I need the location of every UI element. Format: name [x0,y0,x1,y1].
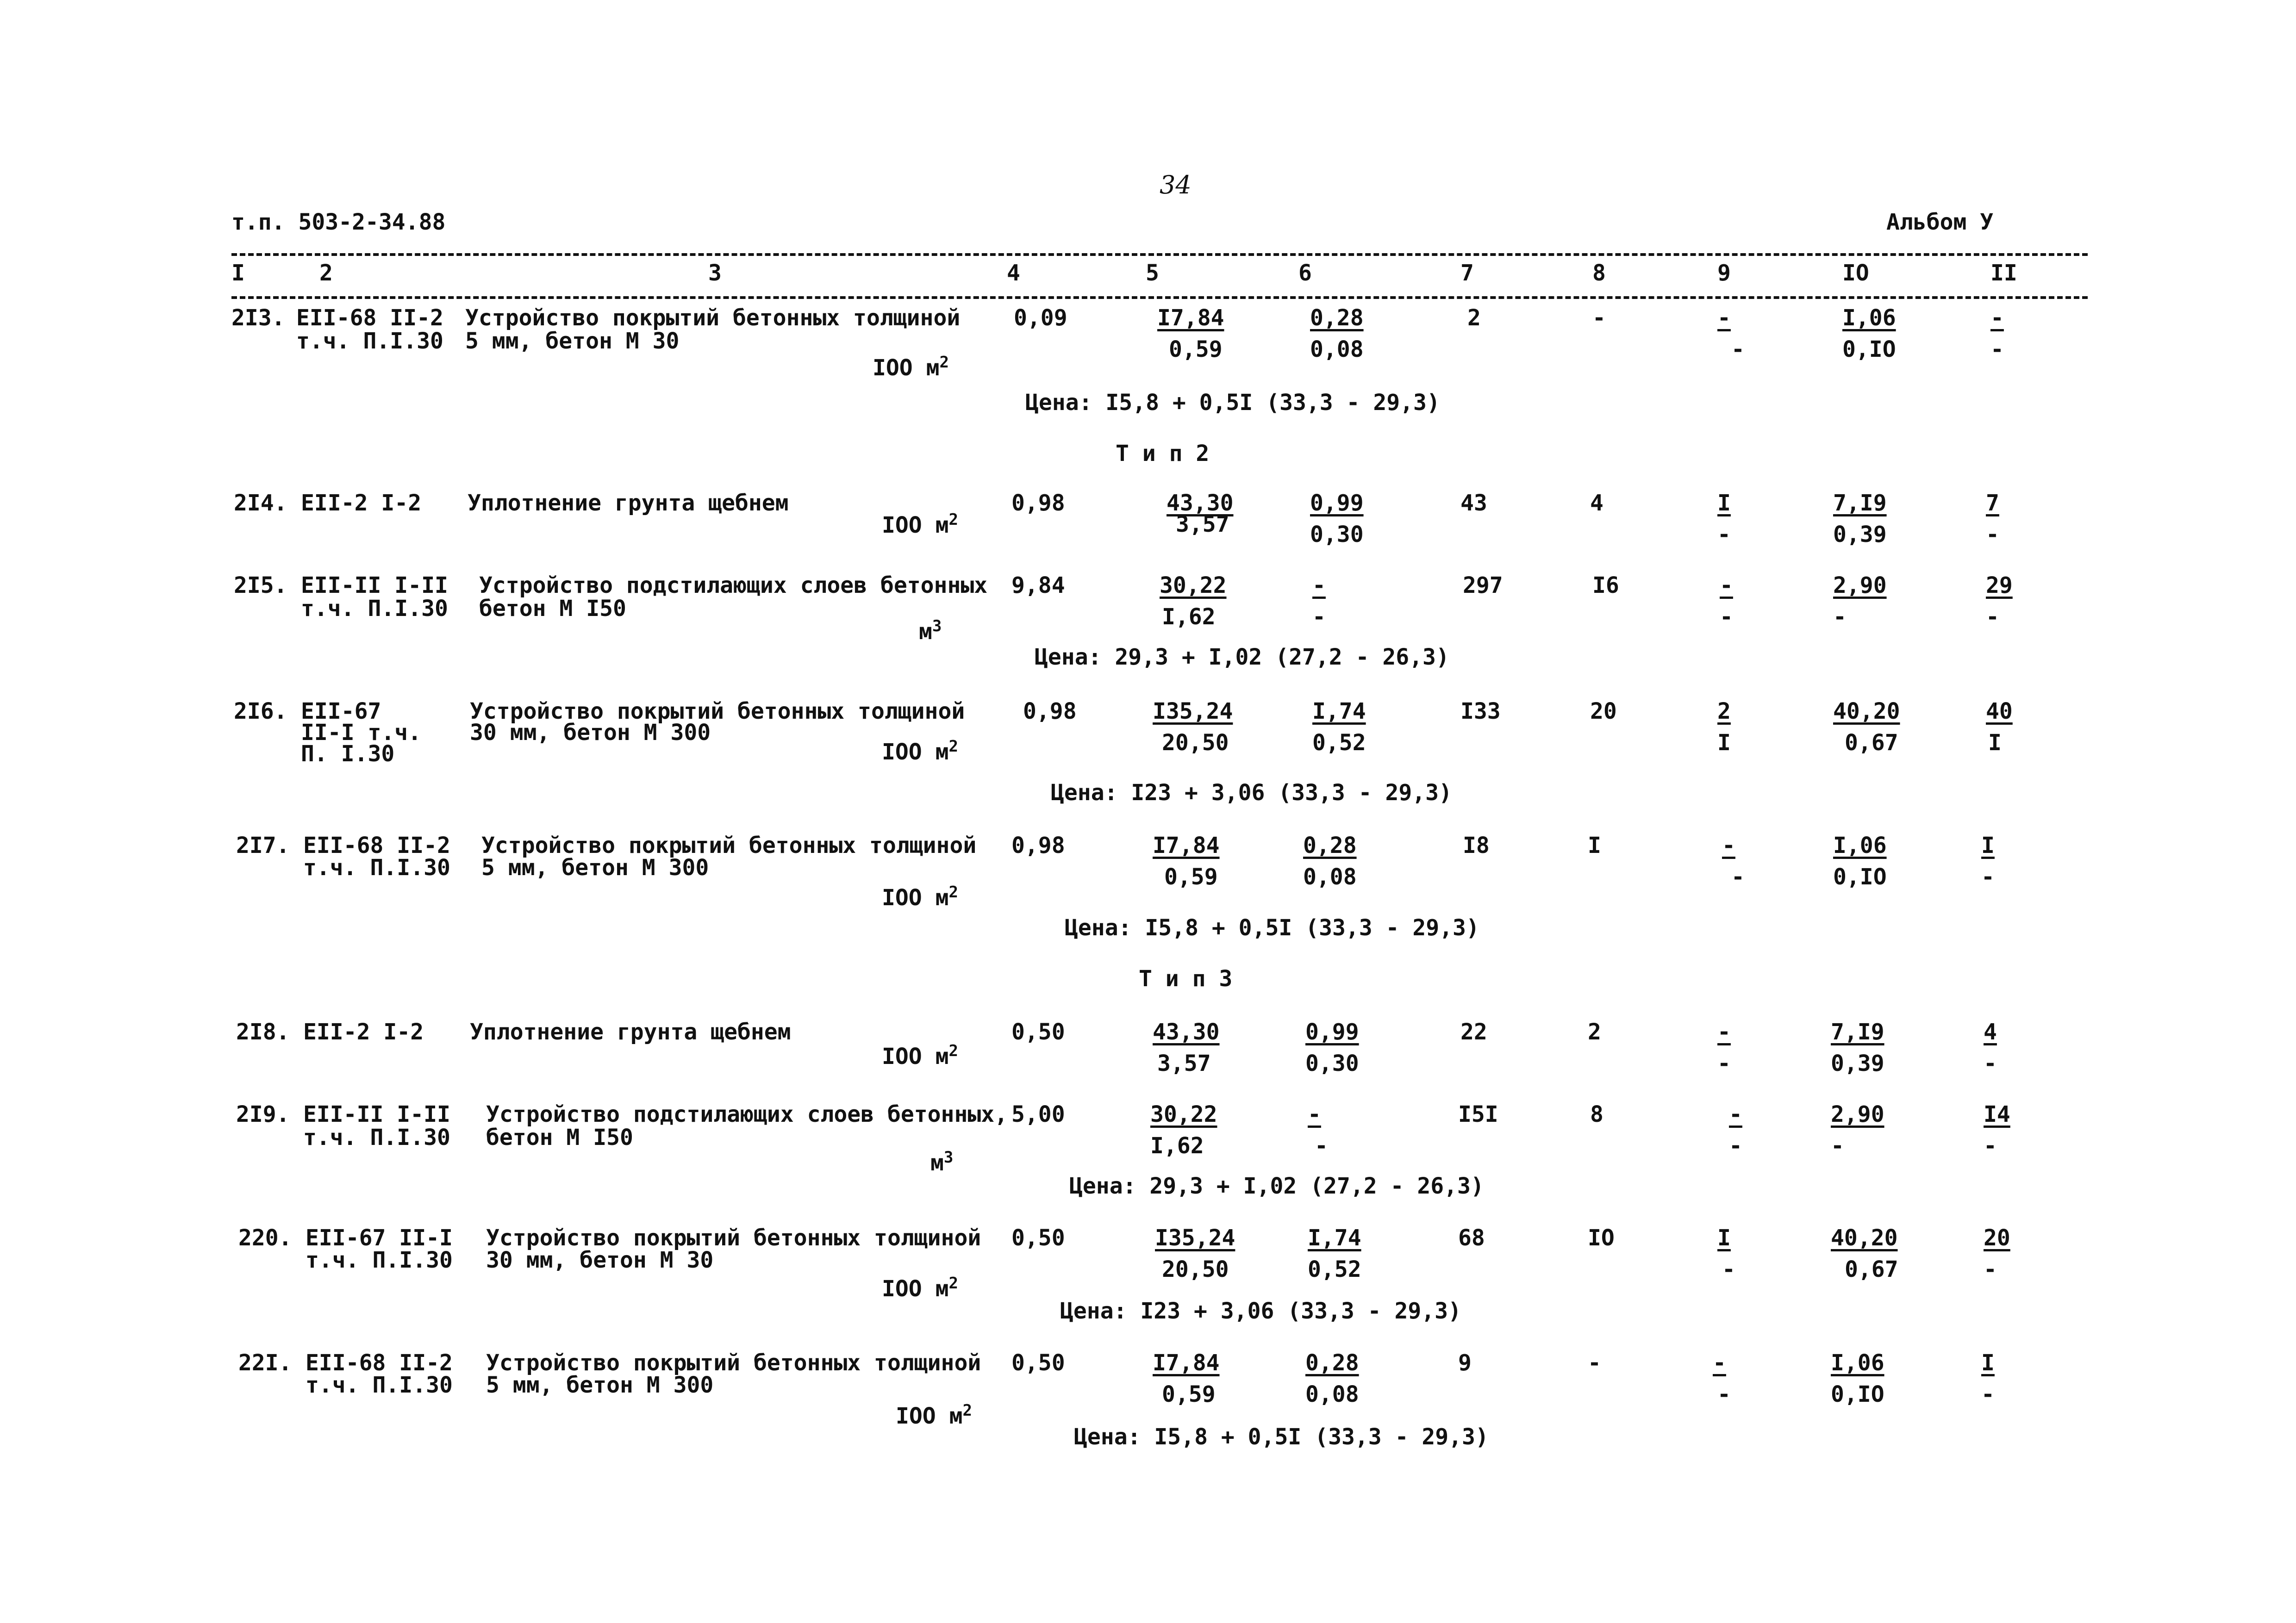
row-number: 2I8. [236,1019,290,1045]
column-header: 8 [1592,260,1606,286]
cost-value: 7,I9 [1831,1019,1884,1045]
cost-value: - [1315,1133,1328,1159]
cost-value: - [1984,1256,1997,1282]
cost-value: 0,39 [1833,522,1887,547]
cost-value: I33 [1460,698,1501,724]
work-description: Уплотнение грунта щебнем [470,1019,791,1045]
norm-code: EII-68 II-2 [306,1350,453,1376]
cost-value: - [1717,1381,1731,1407]
work-description: бетон М I50 [486,1125,633,1150]
cost-value: 7,I9 [1833,490,1887,516]
column-header: 9 [1717,260,1731,286]
unit: IOO $м^2$ [882,510,958,538]
cost-value: I,06 [1831,1350,1884,1376]
norm-code: т.ч. П.I.30 [306,1372,453,1398]
section-heading: Т и п 3 [1139,966,1233,992]
row-number: 2I9. [236,1101,290,1127]
cost-value: 0,99 [1305,1019,1359,1045]
norm-code: т.ч. П.I.30 [303,855,450,881]
norm-code: EII-2 I-2 [303,1019,424,1045]
cost-value: IO [1588,1225,1615,1251]
norm-code: т.ч. П.I.30 [303,1125,450,1150]
cost-value: 2,90 [1831,1101,1884,1127]
unit: $м^3$ [919,617,942,645]
cost-value: I,06 [1842,305,1896,331]
work-description: 5 мм, бетон М 300 [481,855,709,881]
price-formula: Цена: I23 + 3,06 (33,3 - 29,3) [1051,780,1452,806]
cost-value: 0,08 [1303,864,1357,890]
norm-code: EII-II I-II [303,1101,450,1127]
cost-value: - [1717,305,1731,331]
work-description: Устройство покрытий бетонных толщиной [486,1350,981,1376]
price-formula: Цена: I5,8 + 0,5I (33,3 - 29,3) [1074,1424,1489,1450]
cost-value: 40,20 [1831,1225,1898,1251]
quantity: 5,00 [1011,1101,1065,1127]
price-formula: Цена: I23 + 3,06 (33,3 - 29,3) [1060,1298,1461,1324]
cost-value: I7,84 [1157,305,1224,331]
cost-value: - [1720,572,1733,598]
row-number: 22I. [238,1350,292,1376]
cost-value: 0,28 [1305,1350,1359,1376]
cost-value: 0,08 [1305,1381,1359,1407]
unit: $м^3$ [930,1148,954,1176]
norm-code: EII-68 II-2 [303,833,450,858]
cost-value: - [1713,1350,1726,1376]
cost-value: - [1729,1133,1742,1159]
cost-value: 3,57 [1176,511,1229,537]
cost-value: - [1984,1133,1997,1159]
cost-value: - [1717,1019,1731,1045]
cost-value: 0,IO [1842,336,1896,362]
cost-value: - [1731,864,1745,890]
cost-value: 0,28 [1310,305,1364,331]
header-divider-bottom [231,296,2088,299]
cost-value: I,74 [1308,1225,1361,1251]
column-header: 4 [1007,260,1020,286]
quantity: 0,98 [1023,698,1077,724]
unit: IOO $м^2$ [882,737,958,765]
quantity: 0,50 [1011,1350,1065,1376]
norm-code: EII-67 [301,698,381,724]
cost-value: 0,99 [1310,490,1364,516]
cost-value: I [1981,833,1995,858]
row-number: 2I6. [234,698,287,724]
work-description: Устройство покрытий бетонных толщиной [481,833,977,858]
cost-value: 20 [1590,698,1617,724]
norm-code: т.ч. П.I.30 [301,596,448,622]
unit: IOO $м^2$ [873,353,949,381]
cost-value: 0,67 [1845,730,1898,756]
cost-value: I,06 [1833,833,1887,858]
cost-value: 3,57 [1157,1051,1211,1076]
cost-value: - [1312,604,1326,630]
cost-value: 0,52 [1312,730,1366,756]
norm-code: EII-68 II-2 [296,305,443,331]
cost-value: I [1988,730,2002,756]
quantity: 0,98 [1011,833,1065,858]
cost-value: 22 [1460,1019,1487,1045]
row-number: 2I3. [231,305,285,331]
cost-value: I5I [1458,1101,1498,1127]
cost-value: I [1717,730,1731,756]
cost-value: 0,59 [1164,864,1218,890]
cost-value: 0,59 [1169,336,1223,362]
cost-value: 2 [1467,305,1481,331]
cost-value: 9 [1458,1350,1472,1376]
work-description: Устройство покрытий бетонных толщиной [465,305,961,331]
norm-code: II-I т.ч. [301,720,422,746]
cost-value: 43 [1460,490,1487,516]
cost-value: I [1717,490,1731,516]
cost-value: - [1981,864,1995,890]
unit: IOO $м^2$ [882,883,958,911]
column-header: 5 [1146,260,1159,286]
cost-value: - [1990,336,2004,362]
cost-value: 29 [1986,572,2013,598]
header-divider-top [231,253,2088,256]
price-formula: Цена: 29,3 + I,02 (27,2 - 26,3) [1069,1173,1484,1199]
cost-value: 2,90 [1833,572,1887,598]
cost-value: - [1986,604,1999,630]
cost-value: - [1722,833,1735,858]
cost-value: - [1831,1133,1844,1159]
price-formula: Цена: I5,8 + 0,5I (33,3 - 29,3) [1025,390,1440,416]
document-code: т.п. 503-2-34.88 [231,209,446,235]
cost-value: - [1588,1350,1601,1376]
norm-code: EII-67 II-I [306,1225,453,1251]
work-description: Уплотнение грунта щебнем [468,490,789,516]
work-description: Устройство подстилающих слоев бетонных [479,572,988,598]
work-description: 5 мм, бетон М 30 [465,328,680,354]
cost-value: 7 [1986,490,1999,516]
cost-value: 0,39 [1831,1051,1884,1076]
column-header: 3 [708,260,722,286]
cost-value: I35,24 [1155,1225,1235,1251]
cost-value: - [1986,522,1999,547]
cost-value: 0,08 [1310,336,1364,362]
cost-value: I [1981,1350,1995,1376]
cost-value: 20,50 [1162,730,1229,756]
cost-value: I4 [1984,1101,2010,1127]
cost-value: I6 [1592,572,1619,598]
cost-value: - [1729,1101,1742,1127]
cost-value: I35,24 [1153,698,1233,724]
cost-value: 0,59 [1162,1381,1216,1407]
quantity: 0,09 [1014,305,1067,331]
quantity: 0,50 [1011,1019,1065,1045]
cost-value: I8 [1463,833,1490,858]
cost-value: 43,30 [1153,1019,1220,1045]
row-number: 2I5. [234,572,287,598]
column-header: IO [1842,260,1869,286]
cost-value: I [1717,1225,1731,1251]
cost-value: 30,22 [1160,572,1227,598]
cost-value: 2 [1717,698,1731,724]
cost-value: 20 [1984,1225,2010,1251]
cost-value: - [1981,1381,1995,1407]
cost-value: - [1833,604,1847,630]
cost-value: 2 [1588,1019,1601,1045]
cost-value: 297 [1463,572,1503,598]
unit: IOO $м^2$ [882,1274,958,1302]
cost-value: 0,IO [1833,864,1887,890]
norm-code: П. I.30 [301,741,395,767]
cost-value: 0,30 [1305,1051,1359,1076]
work-description: бетон М I50 [479,596,626,622]
row-number: 2I7. [236,833,290,858]
unit: IOO $м^2$ [896,1401,972,1429]
cost-value: 8 [1590,1101,1603,1127]
cost-value: I7,84 [1153,833,1220,858]
quantity: 9,84 [1011,572,1065,598]
cost-value: I7,84 [1153,1350,1220,1376]
work-description: Устройство покрытий бетонных толщиной [470,698,965,724]
column-header: II [1990,260,2017,286]
cost-value: 68 [1458,1225,1485,1251]
cost-value: 0,67 [1845,1256,1898,1282]
cost-value: - [1717,1051,1731,1076]
cost-value: - [1984,1051,1997,1076]
cost-value: 0,52 [1308,1256,1361,1282]
cost-value: I,74 [1312,698,1366,724]
column-header: 2 [319,260,333,286]
column-header: I [231,260,245,286]
cost-value: - [1592,305,1606,331]
cost-value: 40,20 [1833,698,1900,724]
row-number: 220. [238,1225,292,1251]
column-header: 7 [1460,260,1474,286]
cost-value: 0,IO [1831,1381,1884,1407]
price-formula: Цена: I5,8 + 0,5I (33,3 - 29,3) [1065,915,1479,941]
cost-value: I,62 [1162,604,1216,630]
cost-value: - [1312,572,1326,598]
cost-value: I,62 [1150,1133,1204,1159]
cost-value: 4 [1590,490,1603,516]
quantity: 0,50 [1011,1225,1065,1251]
cost-value: 30,22 [1150,1101,1217,1127]
cost-value: 40 [1986,698,2013,724]
norm-code: т.ч. П.I.30 [296,328,443,354]
cost-value: 43,30 [1167,490,1234,516]
cost-value: 4 [1984,1019,1997,1045]
work-description: 30 мм, бетон М 300 [470,720,711,746]
work-description: Устройство покрытий бетонных толщиной [486,1225,981,1251]
row-number: 2I4. [234,490,287,516]
cost-value: - [1717,522,1731,547]
norm-code: EII-2 I-2 [301,490,422,516]
cost-value: I [1588,833,1601,858]
cost-value: 0,30 [1310,522,1364,547]
work-description: 30 мм, бетон М 30 [486,1247,714,1273]
cost-value: - [1720,604,1733,630]
cost-value: - [1722,1256,1735,1282]
unit: IOO $м^2$ [882,1042,958,1070]
cost-value: - [1731,336,1745,362]
work-description: 5 мм, бетон М 300 [486,1372,714,1398]
work-description: Устройство подстилающих слоев бетонных, [486,1101,1008,1127]
section-heading: Т и п 2 [1116,441,1210,466]
album-label: Альбом У [1886,209,1994,235]
page-number: 34 [1160,170,1192,199]
column-header: 6 [1298,260,1312,286]
price-formula: Цена: 29,3 + I,02 (27,2 - 26,3) [1035,644,1449,670]
quantity: 0,98 [1011,490,1065,516]
norm-code: EII-II I-II [301,572,448,598]
cost-value: 0,28 [1303,833,1357,858]
cost-value: 20,50 [1162,1256,1229,1282]
cost-value: - [1308,1101,1321,1127]
norm-code: т.ч. П.I.30 [306,1247,453,1273]
cost-value: - [1990,305,2004,331]
